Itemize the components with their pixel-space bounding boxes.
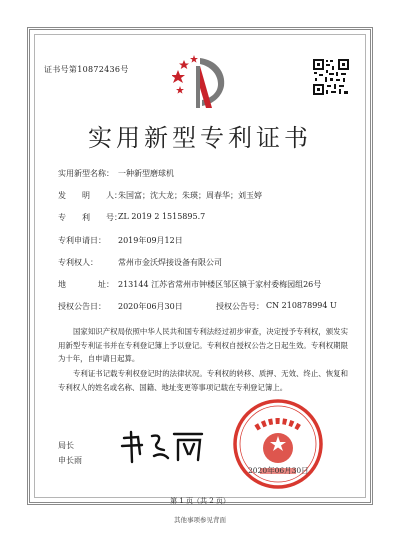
patent-no-row (58, 212, 206, 223)
inventor-row (58, 190, 262, 201)
official-seal-icon (232, 398, 324, 490)
grant-date-value: 2020年06月30日 (118, 302, 183, 311)
body-paragraph-1: 国家知识产权局依照中华人民共和国专利法经过初步审查，决定授予专利权，颁发实用新型专利证书并在专利登记簿上予以登记。专利权自授权公告之日起生效。专利权期限为十年，自申请日起算。 (58, 327, 348, 363)
filing-date-value: 2019年09月12日 (118, 236, 183, 245)
grant-no-value: CN 210878994 U (266, 301, 337, 310)
page-number: 第 1 页（共 2 页） (170, 497, 230, 505)
address-label: 地 址： (58, 280, 114, 289)
grant-row (58, 301, 337, 312)
address-value: 213144 江苏省常州市钟楼区邹区镇于家村委梅园组26号 (118, 280, 322, 289)
patentee-value: 常州市金沃焊接设备有限公司 (118, 258, 222, 267)
director-name: 申长雨 (58, 456, 82, 465)
body-paragraph-2: 专利证书记载专利权登记时的法律状况。专利权的转移、质押、无效、终止、恢复和专利权人的姓名或名称、国籍、地址变更等事项记载在专利登记簿上。 (58, 369, 348, 392)
utility-name-row (58, 168, 174, 179)
grant-date-label: 授权公告日： (58, 302, 106, 311)
qr-code-icon (312, 58, 350, 96)
certificate-number: 证书号第10872436号 (44, 65, 129, 74)
address-row (58, 279, 322, 290)
patentee-label: 专利权人： (58, 258, 98, 267)
patentee-row (58, 257, 222, 268)
utility-name-value: 一种新型磨球机 (118, 169, 174, 178)
filing-date-row (58, 235, 183, 246)
footer-note: 其他事项参见背面 (174, 516, 226, 524)
patent-no-value: ZL 2019 2 1515895.7 (118, 212, 206, 221)
inventor-label: 发 明 人： (58, 191, 122, 200)
utility-name-label: 实用新型名称： (58, 169, 114, 178)
inventor-value: 朱国富；沈大龙；朱瑛；周春华；刘玉婷 (118, 191, 262, 200)
certificate-title: 实用新型专利证书 (88, 124, 312, 152)
grant-no-label: 授权公告号： (216, 302, 264, 311)
handwritten-signature-icon (118, 428, 208, 464)
filing-date-label: 专利申请日： (58, 236, 106, 245)
director-role-label: 局长 (58, 441, 74, 450)
seal-date: 2020年06月30日 (248, 466, 309, 475)
cnipa-logo-icon (172, 52, 230, 114)
patent-no-label: 专 利 号： (58, 213, 122, 222)
